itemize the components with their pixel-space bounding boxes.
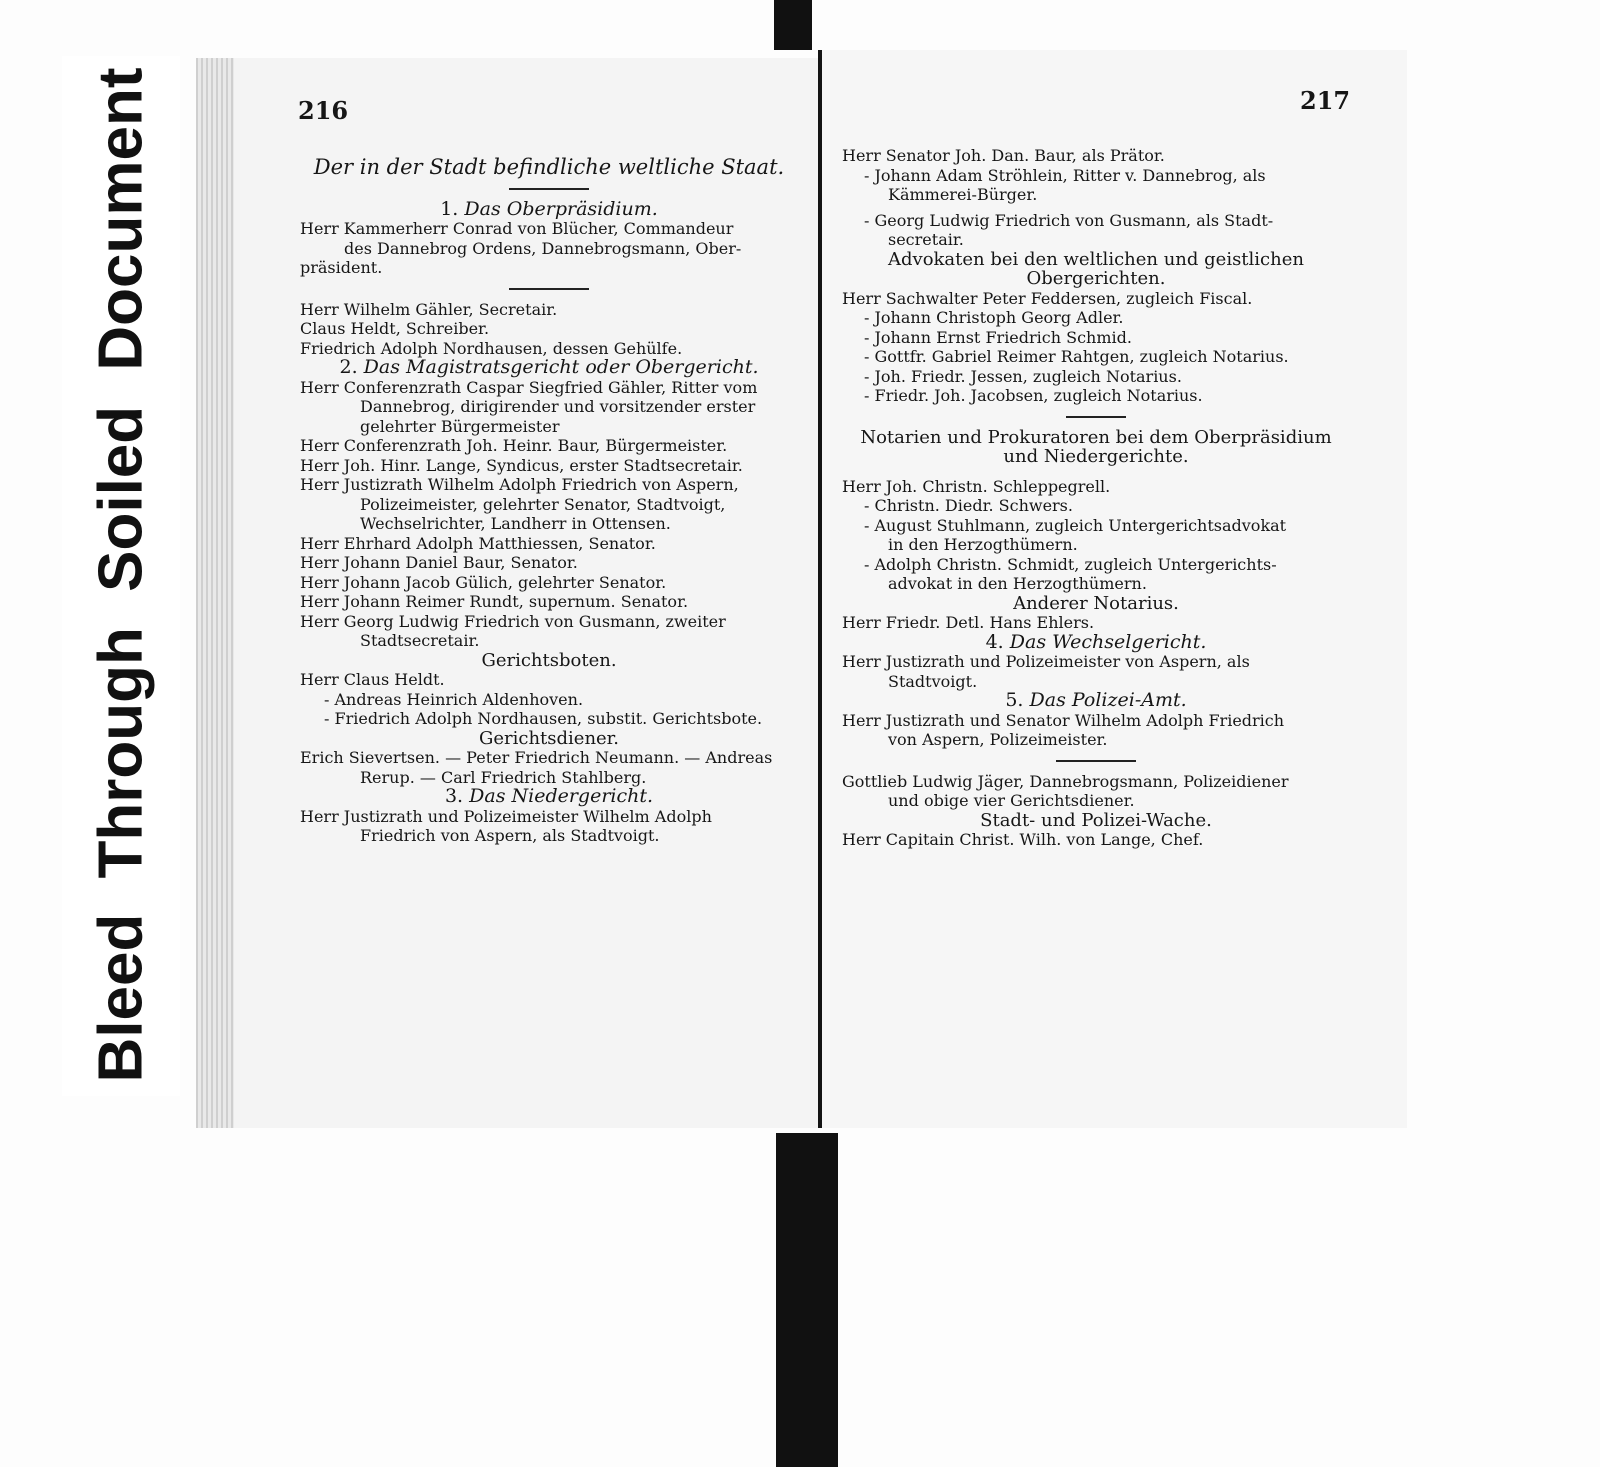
section-heading: Advokaten bei den weltlichen und geistlichen: [888, 248, 1304, 270]
page-number-left: 216: [298, 96, 349, 125]
entry-line: Erich Sievertsen. — Peter Friedrich Neumann. — Andreas: [300, 748, 773, 767]
entry-line: und obige vier Gerichtsdiener.: [888, 791, 1135, 810]
entry-line: des Dannebrog Ordens, Dannebrogsmann, Ober-: [344, 238, 742, 258]
section-heading: Anderer Notarius.: [1013, 592, 1179, 614]
section-heading: Obergerichten.: [1026, 268, 1166, 289]
section-heading: 5. Das Polizei-Amt.: [1005, 689, 1187, 711]
section-heading: 4. Das Wechselgericht.: [985, 630, 1207, 653]
entry-line: Herr Justizrath und Senator Wilhelm Adolph Friedrich: [842, 710, 1285, 730]
entry-line: Herr Justizrath Wilhelm Adolph Friedrich von Aspern,: [300, 475, 739, 494]
entry-line: Herr Sachwalter Peter Feddersen, zugleich Fiscal.: [842, 288, 1253, 308]
entry-line: Kämmerei-Bürger.: [888, 185, 1038, 204]
entry-line: - Georg Ludwig Friedrich von Gusmann, als Stadt-: [864, 210, 1274, 230]
section-heading: Notarien und Prokuratoren bei dem Oberpräsidium: [860, 426, 1332, 448]
section-heading: 1. Das Oberpräsidium.: [440, 197, 658, 220]
entry-line: Herr Capitain Christ. Wilh. von Lange, Chef.: [842, 830, 1204, 849]
entry-line: Herr Senator Joh. Dan. Baur, als Prätor.: [842, 146, 1165, 165]
entry-line: Herr Joh. Christn. Schleppegrell.: [842, 476, 1111, 496]
entry-line: präsident.: [300, 258, 383, 277]
left-column: [300, 155, 798, 846]
entry-line: - Friedrich Adolph Nordhausen, substit. Gerichtsbote.: [324, 709, 763, 728]
section-heading: Stadt- und Polizei-Wache.: [980, 809, 1212, 831]
entry-line: Gottlieb Ludwig Jäger, Dannebrogsmann, Polizeidiener: [842, 771, 1289, 791]
entry-line: Herr Joh. Hinr. Lange, Syndicus, erster Stadtsecretair.: [300, 455, 743, 475]
page-number-right: 217: [1300, 86, 1351, 115]
divider: [1056, 760, 1136, 762]
entry-line: gelehrter Bürgermeister: [360, 416, 560, 436]
entry-line: Herr Georg Ludwig Friedrich von Gusmann, zweiter: [300, 611, 726, 631]
entry-line: Herr Friedr. Detl. Hans Ehlers.: [842, 613, 1095, 632]
entry-line: - Gottfr. Gabriel Reimer Rahtgen, zugleich Notarius.: [864, 347, 1289, 366]
entry-line: Herr Conferenzrath Caspar Siegfried Gähler, Ritter vom: [300, 377, 758, 397]
page-stack-edge: [196, 58, 236, 1128]
entry-line: - Johann Christoph Georg Adler.: [864, 308, 1124, 327]
entry-line: - Adolph Christn. Schmidt, zugleich Untergerichts-: [864, 554, 1277, 574]
staff-line: Claus Heldt, Schreiber.: [300, 319, 490, 338]
entry-line: - August Stuhlmann, zugleich Untergerichtsadvokat: [864, 515, 1287, 535]
binding-tab-top: [774, 0, 812, 50]
entry-line: - Andreas Heinrich Aldenhoven.: [324, 689, 584, 709]
subsection-heading: Gerichtsboten.: [481, 649, 617, 671]
entry-line: Wechselrichter, Landherr in Ottensen.: [360, 514, 671, 533]
entry-line: Herr Justizrath und Polizeimeister Wilhelm Adolph: [300, 806, 712, 826]
entry-line: secretair.: [888, 230, 964, 249]
entry-line: Friedrich von Aspern, als Stadtvoigt.: [360, 826, 660, 845]
entry-line: Rerup. — Carl Friedrich Stahlberg.: [360, 767, 647, 787]
entry-line: Herr Johann Jacob Gülich, gelehrter Senator.: [300, 572, 667, 592]
entry-line: Stadtsecretair.: [360, 631, 480, 650]
staff-line: Herr Wilhelm Gähler, Secretair.: [300, 299, 558, 319]
divider: [1066, 416, 1126, 418]
entry-line: Herr Claus Heldt.: [300, 670, 445, 689]
section-heading: 3. Das Niedergericht.: [444, 785, 654, 807]
section-heading: 2. Das Magistratsgericht oder Obergericht.: [339, 356, 759, 378]
binding-tab-bottom: [776, 1133, 838, 1467]
entry-line: - Johann Adam Ströhlein, Ritter v. Dannebrog, als: [864, 165, 1266, 185]
right-column: [842, 146, 1350, 850]
entry-line: Herr Johann Daniel Baur, Senator.: [300, 553, 578, 572]
document-label: Bleed Through Soiled Document: [86, 67, 156, 1083]
section-heading: und Niedergerichte.: [1003, 446, 1189, 467]
entry-line: Dannebrog, dirigirender und vorsitzender erster: [360, 397, 756, 416]
entry-line: Herr Johann Reimer Rundt, supernum. Senator.: [300, 592, 689, 611]
entry-line: Polizeimeister, gelehrter Senator, Stadtvoigt,: [360, 494, 726, 514]
entry-line: in den Herzogthümern.: [888, 535, 1078, 554]
divider: [509, 188, 589, 190]
subsection-heading: Gerichtsdiener.: [478, 727, 620, 749]
entry-line: Herr Kammerherr Conrad von Blücher, Commandeur: [300, 219, 734, 238]
entry-line: advokat in den Herzogthümern.: [888, 574, 1147, 593]
entry-line: Stadtvoigt.: [888, 671, 978, 691]
entry-line: Herr Conferenzrath Joh. Heinr. Baur, Bürgermeister.: [300, 436, 728, 455]
entry-line: - Johann Ernst Friedrich Schmid.: [864, 327, 1132, 347]
entry-line: von Aspern, Polizeimeister.: [888, 730, 1108, 749]
entry-line: - Christn. Diedr. Schwers.: [864, 496, 1073, 515]
staff-line: Friedrich Adolph Nordhausen, dessen Gehülfe.: [300, 338, 683, 358]
page-title: Der in der Stadt befindliche weltliche Staat.: [313, 155, 785, 179]
entry-line: Herr Ehrhard Adolph Matthiessen, Senator.: [300, 533, 656, 553]
entry-line: - Joh. Friedr. Jessen, zugleich Notarius.: [864, 366, 1182, 386]
divider: [509, 288, 589, 290]
entry-line: Herr Justizrath und Polizeimeister von Aspern, als: [842, 652, 1250, 671]
gutter: [818, 50, 822, 1128]
entry-line: - Friedr. Joh. Jacobsen, zugleich Notarius.: [864, 386, 1203, 405]
